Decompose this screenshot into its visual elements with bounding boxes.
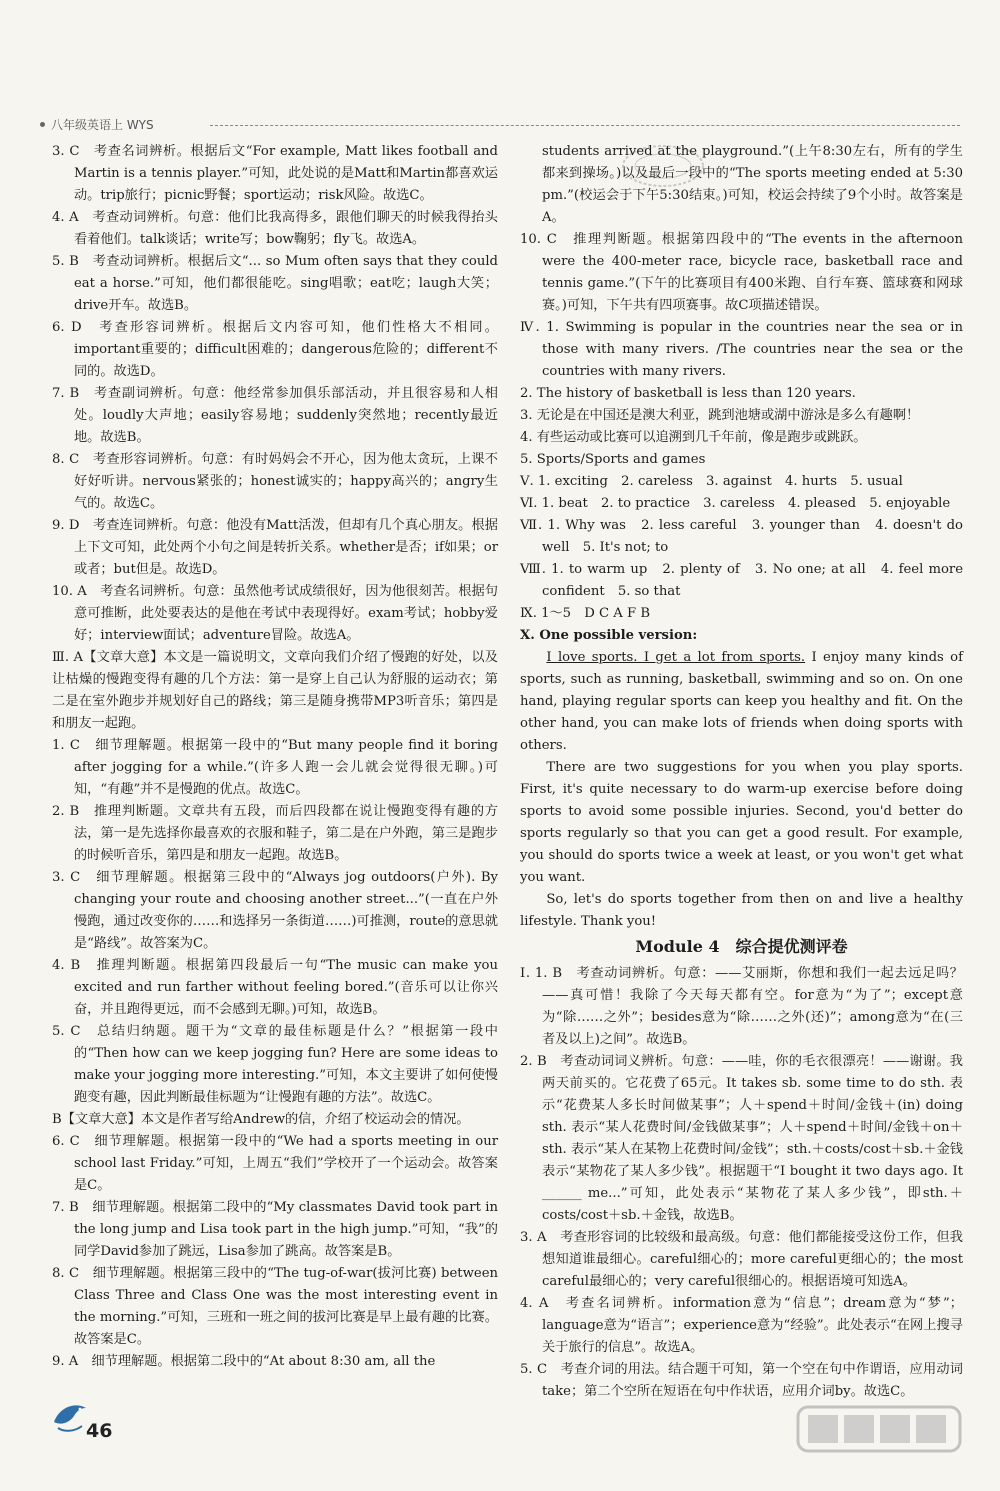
answer-item: Ⅳ. 1. Swimming is popular in the countries near the sea or in those with many rivers. /The countries near the sea or the countries with many rivers.	[520, 320, 963, 379]
answer-item: 5. B 考查动词辨析。根据后文“... so Mum often says that they could eat a horse.”可知，他们都很能吃。sing唱歌；eat吃；laugh大笑；drive开车。故选B。	[52, 254, 498, 313]
section-label: Ⅹ. One possible version:	[520, 628, 698, 643]
answer-line: 2. The history of basketball is less than 120 years.	[520, 386, 856, 401]
paragraph-text: I enjoy many kinds of sports, such as running, basketball, swimming and so on. On one hand, playing regular sports can keep you healthy and fit. On the other hand, you can make lots of friends when doing sports with others.	[520, 650, 963, 753]
answer-line: Ⅵ. 1. beat 2. to practice 3. careless 4. pleased 5. enjoyable	[520, 496, 951, 511]
answer-line: 5. Sports/Sports and games	[520, 452, 706, 467]
answer-line: Ⅸ. 1～5 D C A F B	[520, 606, 651, 621]
answer-line: 3. 无论是在中国还是澳大利亚，跳到池塘或湖中游泳是多么有趣啊！	[520, 408, 920, 423]
answer-item: 10. C 推理判断题。根据第四段中的“The events in the afternoon were the 400-meter race, bicycle race, basketball race and tennis game.”(下午的比赛项目有400米跑、自行车赛、篮球赛和网球赛。)可知，下午共有四项赛事。故C项描述错误。	[520, 232, 963, 313]
right-column	[520, 141, 963, 1403]
answer-item: 3. C 考查名词辨析。根据后文“For example, Matt likes football and Martin is a tennis player.”可知，此处说的是Matt和Martin都喜欢运动。trip旅行；picnic野餐；sport运动；risk风险。故选C。	[52, 144, 498, 203]
answer-item: 6. C 细节理解题。根据第一段中的“We had a sports meeting in our school last Friday.”可知，上周五“我们”学校开了一个运动会。故答案是C。	[52, 1134, 498, 1193]
header-rule	[210, 125, 960, 126]
answer-item: 9. D 考查连词辨析。句意：他没有Matt活泼，但却有几个真心朋友。根据上下文可知，此处两个小句之间是转折关系。whether是否；if如果；or或者；but但是。故选D。	[52, 518, 498, 577]
answer-item: 6. D 考查形容词辨析。根据后文内容可知，他们性格大不相同。important重要的；difficult困难的；dangerous危险的；different不同的。故选D。	[52, 320, 498, 379]
essay-paragraph	[520, 647, 963, 757]
answer-line: 4. 有些运动或比赛可以追溯到几千年前，像是跑步或跳跃。	[520, 430, 867, 445]
page-number: 46	[86, 1420, 113, 1442]
watermark-logo-icon	[794, 1399, 964, 1469]
answer-item: Ⅷ. 1. to warm up 2. plenty of 3. No one; at all 4. feel more confident 5. so that	[520, 562, 963, 599]
answer-continuation: students arrived at the playground.”(上午8:30左右，所有的学生都来到操场。)以及最后一段中的“The sports meeting ended at 5:30 pm.”(校运会于下午5:30结束。)可知，校运会持续了9个小时。故答案是A。	[542, 144, 963, 225]
answer-line: B【文章大意】本文是作者写给Andrew的信，介绍了校运动会的情况。	[52, 1112, 470, 1127]
answer-item: 2. B 考查动词词义辨析。句意：——哇，你的毛衣很漂亮！——谢谢。我两天前买的。它花费了65元。It takes sb. some time to do sth. 表示“花费某人多长时间做某事”；人＋spend＋时间/金钱＋(in) doing sth. 表示“某人花费时间/金钱做某事”；人＋spend＋时间/金钱＋on＋sth. 表示“某人在某物上花费时间/金钱”；sth.＋costs/cost＋sb.＋金钱表示“某物花了某人多少钱”。根据题干“I bought it two days ago. It ______ me...”可知，此处表示“某物花了某人多少钱”，即sth.＋costs/cost＋sb.＋金钱，故选B。	[520, 1054, 963, 1223]
answer-item: 8. C 考查形容词辨析。句意：有时妈妈会不开心，因为他太贪玩，上课不好好听讲。nervous紧张的；honest诚实的；happy高兴的；angry生气的。故选C。	[52, 452, 498, 511]
answer-item: 4. A 考查名词辨析。information意为“信息”；dream意为“梦”；language意为“语言”；experience意为“经验”。此处表示“在网上搜寻关于旅行的信息”。故选A。	[520, 1296, 963, 1355]
running-header	[40, 116, 960, 134]
module-title: Module 4 综合提优测评卷	[635, 937, 848, 956]
answer-item: Ⅰ. 1. B 考查动词辨析。句意：——艾丽斯，你想和我们一起去远足吗？——真可惜！我除了今天每天都有空。for意为“为了”；except意为“除……之外”；besides意为“除……之外(还)”；among意为“在(三者及以上)之间”。故选B。	[520, 966, 963, 1047]
answer-item: 4. B 推理判断题。根据第四段最后一句“The music can make you excited and run farther without feeling bored.”(音乐可以让你兴奋，并且跑得更远，而不会感到无聊。)可知，故选B。	[52, 958, 498, 1017]
answer-item: 7. B 细节理解题。根据第二段中的“My classmates David took part in the long jump and Lisa took part in the high jump.”可知，“我”的同学David参加了跳远，Lisa参加了跳高。故答案是B。	[52, 1200, 498, 1259]
answer-item: 5. C 总结归纳题。题干为“文章的最佳标题是什么？”根据第一段中的“Then how can we keep jogging fun? Here are some ideas to make your jogging more interesting.”可知，本文主要讲了如何使慢跑变有趣，因此判断最佳标题为“让慢跑有趣的方法”。故选C。	[52, 1024, 498, 1105]
dolphin-logo-icon	[50, 1396, 90, 1436]
answer-line: Ⅲ. A【文章大意】本文是一篇说明文，文章向我们介绍了慢跑的好处，以及让枯燥的慢跑变得有趣的几个方法：第一是穿上自己认为舒服的运动衣；第二是在室外跑步并规划好自己的路线；第三是随身携带MP3听音乐；第四是和朋友一起跑。	[52, 650, 498, 731]
answer-item: 3. A 考查形容词的比较级和最高级。句意：他们都能接受这份工作，但我想知道谁最细心。careful细心的；more careful更细心的；the most careful最细心的；very careful很细心的。根据语境可知选A。	[520, 1230, 963, 1289]
bullet-icon	[40, 122, 45, 127]
essay-paragraph: So, let's do sports together from then on and live a healthy lifestyle. Thank you!	[520, 892, 963, 929]
answer-item: 1. C 细节理解题。根据第一段中的“But many people find it boring after jogging for a while.”(许多人跑一会儿就会觉得很无聊。)可知，“有趣”并不是慢跑的优点。故选C。	[52, 738, 498, 797]
header-title: 八年级英语上 WYS	[51, 118, 154, 132]
underlined-sentence: I love sports. I get a lot from sports.	[546, 650, 806, 665]
answer-item: 7. B 考查副词辨析。句意：他经常参加俱乐部活动，并且很容易和人相处。loudly大声地；easily容易地；suddenly突然地；recently最近地。故选B。	[52, 386, 498, 445]
answer-item: 2. B 推理判断题。文章共有五段，而后四段都在说让慢跑变得有趣的方法，第一是先选择你最喜欢的衣服和鞋子，第二是在户外跑，第三是跑步的时候听音乐，第四是和朋友一起跑。故选B。	[52, 804, 498, 863]
essay-paragraph: There are two suggestions for you when you play sports. First, it's quite necessary to do warm-up exercise before doing sports to avoid some possible injuries. Second, you'd better do sports regularly so that you can get a good result. For example, you should do sports twice a week at least, or you won't get what you want.	[520, 760, 963, 885]
answer-item: Ⅶ. 1. Why was 2. less careful 3. younger than 4. doesn't do well 5. It's not; to	[520, 518, 963, 555]
answer-item: 5. C 考查介词的用法。结合题干可知，第一个空在句中作谓语，应用动词take；第二个空所在短语在句中作状语，应用介词by。故选C。	[520, 1362, 963, 1399]
answer-item: 10. A 考查名词辨析。句意：虽然他考试成绩很好，因为他很刻苦。根据句意可推断，此处要表达的是他在考试中表现得好。exam考试；hobby爱好；interview面试；adventure冒险。故选A。	[52, 584, 498, 643]
answer-item: 3. C 细节理解题。根据第三段中的“Always jog outdoors(户外). By changing your route and choosing another street...”(一直在户外慢跑，通过改变你的……和选择另一条街道……)可推测，route的意思就是“路线”。故答案为C。	[52, 870, 498, 951]
answer-line: Ⅴ. 1. exciting 2. careless 3. against 4. hurts 5. usual	[520, 474, 903, 489]
left-column	[52, 141, 498, 1373]
answer-item: 4. A 考查动词辨析。句意：他们比我高得多，跟他们聊天的时候我得抬头看着他们。talk谈话；write写；bow鞠躬；fly飞。故选A。	[52, 210, 498, 247]
answer-item: 8. C 细节理解题。根据第三段中的“The tug-of-war(拔河比赛) between Class Three and Class One was the most interesting event in the morning.”可知，三班和一班之间的拔河比赛是早上最有趣的比赛。故答案是C。	[52, 1266, 498, 1347]
answer-item: 9. A 细节理解题。根据第二段中的“At about 8:30 am, all the	[52, 1354, 436, 1369]
